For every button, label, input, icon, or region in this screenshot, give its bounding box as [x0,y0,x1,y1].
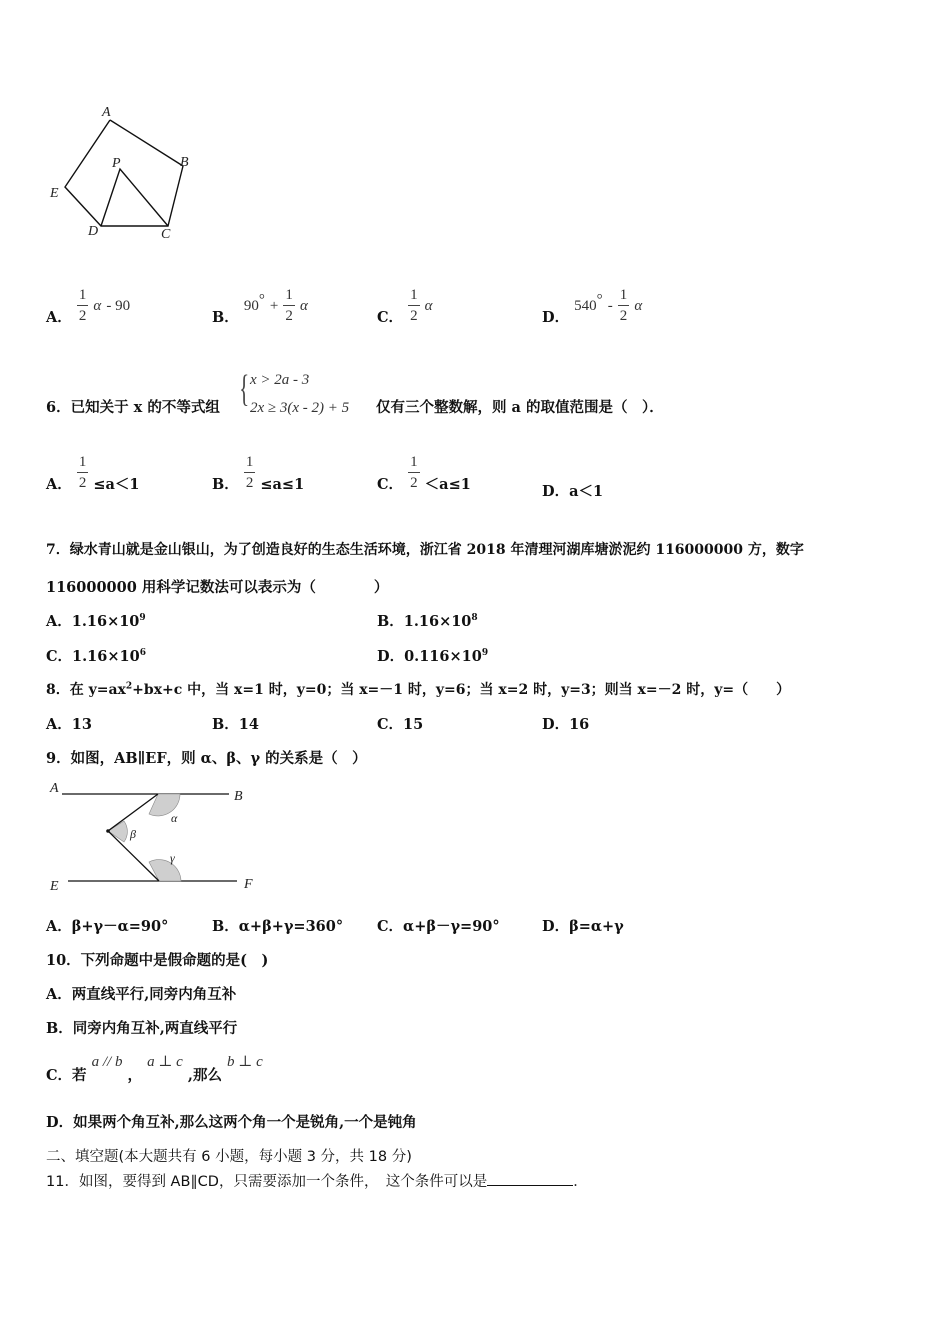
q9-option-d[interactable]: D．β=α+γ [542,918,624,935]
q9-option-c[interactable]: C．α+β－γ=90° [377,918,500,935]
section-heading: 二、填空题(本大题共有 6 小题，每小题 3 分，共 18 分) [46,1149,412,1165]
fraction: $\frac{1}{2}$ [410,454,418,491]
fraction: $\frac{1}{2}$ [410,287,418,324]
q7-option-d[interactable]: D．$0.116\times 10^9$ [377,648,489,665]
brace-icon: { [239,368,250,410]
q10-option-b[interactable]: B．同旁内角互补,两直线平行 [46,1020,238,1037]
answer-blank[interactable] [487,1171,573,1186]
q6-option-d[interactable]: D．a＜1 [542,483,604,500]
q10-stem: 10．下列命题中是假命题的是( ) [46,952,269,969]
label-a: A [50,781,59,796]
q6-option-c[interactable]: C． $\frac{1}{2}$ ＜a≤1 [377,454,471,493]
parallel-lines-figure [44,778,264,896]
q6-option-b[interactable]: B． $\frac{1}{2}$ ≤a≤1 [212,454,305,493]
fraction: $\frac{1}{2}$ [285,287,293,324]
q8-option-d[interactable]: D．16 [542,716,590,733]
q6-suffix: 仅有三个整数解，则 a 的取值范围是（ ）． [376,399,664,416]
q9-option-a[interactable]: A．β+γ－α=90° [46,918,169,935]
q8-option-a[interactable]: A．13 [46,716,92,733]
q5-option-a[interactable]: A． $\frac{1}{2}$ α - 90 [46,287,131,326]
label-b: B [234,789,243,804]
fraction: $\frac{1}{2}$ [78,454,87,491]
q7-option-a[interactable]: A．$1.16\times 10^9$ [46,613,146,630]
q8-option-c[interactable]: C．15 [377,716,424,733]
label-b: B [180,155,189,170]
q7-option-c[interactable]: C．$1.16\times 10^6$ [46,648,146,665]
pentagon-figure [40,100,210,245]
q7-stem-line2: 116000000 用科学记数法可以表示为（ ） [46,579,389,596]
vertex-point [106,829,110,833]
q8-option-b[interactable]: B．14 [212,716,259,733]
fraction: $\frac{1}{2}$ [245,454,254,491]
label-gamma: γ [170,851,175,865]
q9-option-b[interactable]: B．α+β+γ=360° [212,918,344,935]
q6-inequality-2: 2x ≥ 3(x - 2) + 5 [250,400,350,416]
q11-stem: 11．如图，要得到 AB∥CD，只需要添加一个条件， 这个条件可以是 ． [46,1170,588,1191]
q10-option-d[interactable]: D．如果两个角互补,那么这两个角一个是锐角,一个是钝角 [46,1114,417,1131]
q7-stem-line1: 7．绿水青山就是金山银山，为了创造良好的生态生活环境，浙江省 2018 年清理河湖库塘淤泥约 116000000 方，数字 [46,542,804,558]
label-a: A [102,105,111,120]
label-f: F [244,877,253,892]
fraction: $\frac{1}{2}$ [78,287,87,324]
label-e: E [50,879,59,894]
q7-option-b[interactable]: B．$1.16\times 10^8$ [377,613,478,630]
q6-inequality-1: x > 2a - 3 [250,372,310,388]
q5-option-b[interactable]: B． 90° + $\frac{1}{2}$ α [212,287,308,326]
q6-option-a[interactable]: A． $\frac{1}{2}$ ≤a＜1 [46,454,140,493]
label-c: C [161,227,171,242]
label-beta: β [130,827,136,841]
angle-gamma-mark [149,860,181,881]
q5-option-c[interactable]: C． $\frac{1}{2}$ α [377,287,433,326]
label-d: D [88,224,99,239]
label-e: E [50,186,59,201]
label-alpha: α [171,811,178,825]
triangle-pdc [101,169,168,226]
q9-stem: 9．如图，AB∥EF，则 α、β、γ 的关系是（ ） [46,750,367,767]
label-p: P [112,156,121,171]
q10-option-a[interactable]: A．两直线平行,同旁内角互补 [46,986,237,1003]
q8-stem: 8．在 $y=ax^2+bx+c$ 中，当 x=1 时，y=0；当 x=－1 时，y=6；当 x=2 时，y=3；则当 x=－2 时，y=（ ） [46,681,791,698]
fraction: $\frac{1}{2}$ [619,287,628,324]
q5-option-d[interactable]: D． 540° - $\frac{1}{2}$ α [542,287,643,326]
q10-option-c[interactable]: C．若 a // b ， a ⊥ c ,那么 b ⊥ c [46,1054,263,1084]
q6-prefix: 6．已知关于 x 的不等式组 [46,399,220,416]
